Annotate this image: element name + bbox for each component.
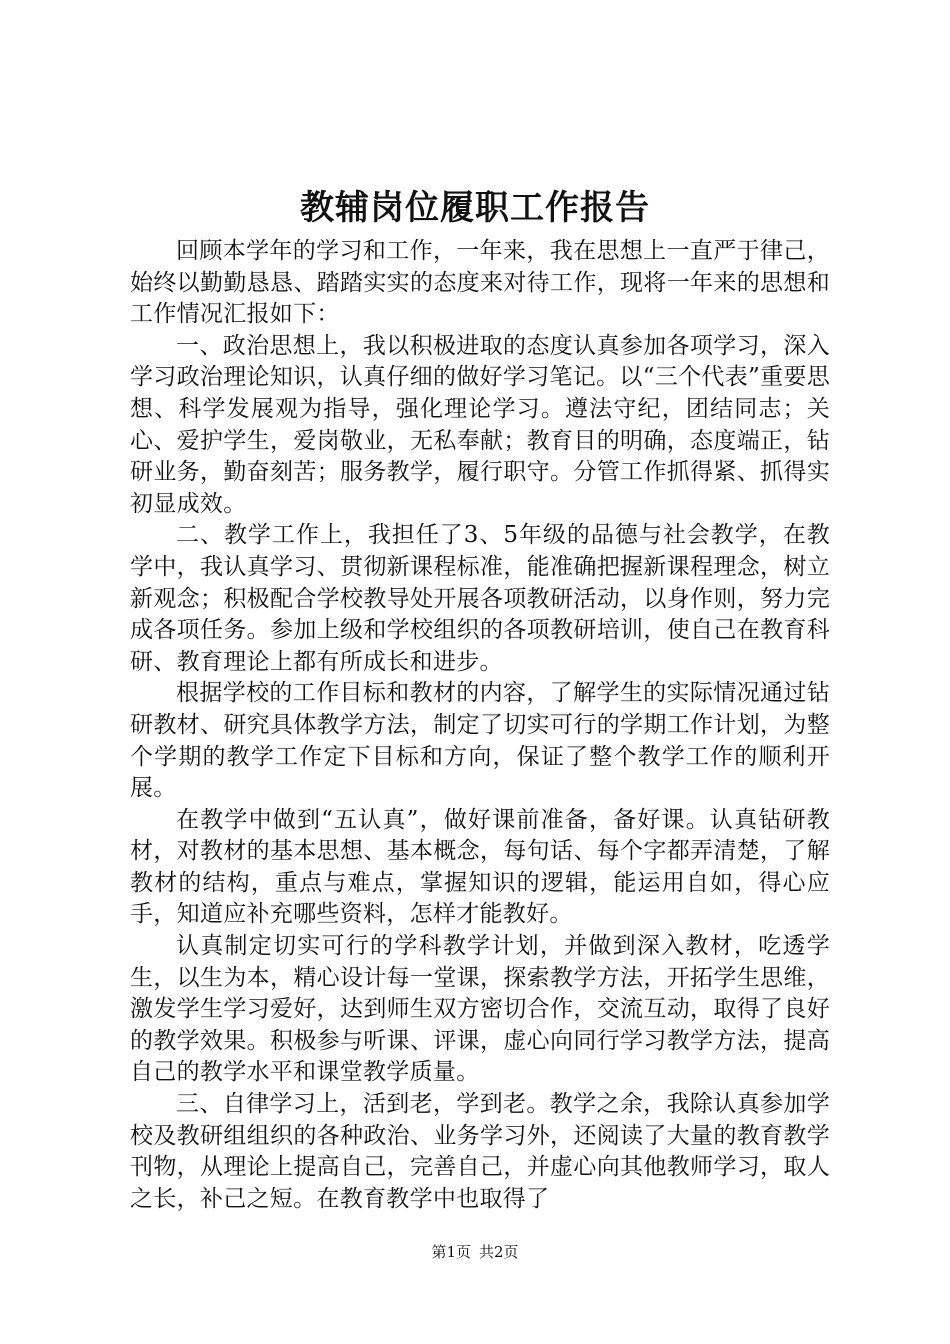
paragraph-five-earnest: 在教学中做到“五认真”，做好课前准备，备好课。认真钻研教材，对教材的基本思想、基本概念，每句话、每个字都弄清楚，了解教材的结构，重点与难点，掌握知识的逻辑，能运用自如，得心应手，知道应补充哪些资料，怎样才能教好。 xyxy=(130,806,830,928)
document-body xyxy=(130,236,830,1215)
paragraph-political: 一、政治思想上，我以积极进取的态度认真参加各项学习，深入学习政治理论知识，认真仔细的做好学习笔记。以“三个代表”重要思想、科学发展观为指导，强化理论学习。遵法守纪，团结同志；关心、爱护学生，爱岗敬业，无私奉献；教育目的明确，态度端正，钻研业务，勤奋刻苦；服务教学，履行职守。分管工作抓得紧、抓得实初显成效。 xyxy=(130,332,830,517)
paragraph-intro: 回顾本学年的学习和工作，一年来，我在思想上一直严于律己，始终以勤勤恳恳、踏踏实实的态度来对待工作，现将一年来的思想和工作情况汇报如下： xyxy=(130,238,830,328)
paragraph-subject-plan: 认真制定切实可行的学科教学计划，并做到深入教材，吃透学生，以生为本，精心设计每一堂课，探索教学方法，开拓学生思维，激发学生学习爱好，达到师生双方密切合作，交流互动，取得了良好的教学效果。积极参与听课、评课，虚心向同行学习教学方法，提高自己的教学水平和课堂教学质量。 xyxy=(130,933,830,1086)
document-title: 教辅岗位履职工作报告 xyxy=(300,188,650,228)
page-number: 第1页 xyxy=(431,1243,471,1261)
paragraph-teaching: 二、教学工作上，我担任了3、5年级的品德与社会教学，在教学中，我认真学习、贯彻新课程标准，能准确把握新课程理念，树立新观念；积极配合学校教导处开展各项教研活动，以身作则，努力完成各项任务。参加上级和学校组织的各项教研培训，使自己在教育科研、教育理论上都有所成长和进步。 xyxy=(130,522,830,675)
page-total: 共2页 xyxy=(479,1243,519,1261)
paragraph-planning: 根据学校的工作目标和教材的内容，了解学生的实际情况通过钻研教材、研究具体教学方法，制定了切实可行的学期工作计划，为整个学期的教学工作定下目标和方向，保证了整个教学工作的顺利开展。 xyxy=(130,680,830,802)
paragraph-self-study: 三、自律学习上，活到老，学到老。教学之余，我除认真参加学校及教研组组织的各种政治、业务学习外，还阅读了大量的教育教学刊物，从理论上提高自己，完善自己，并虚心向其他教师学习，取人之长，补己之短。在教育教学中也取得了 xyxy=(130,1091,830,1212)
page-footer xyxy=(0,1242,950,1262)
